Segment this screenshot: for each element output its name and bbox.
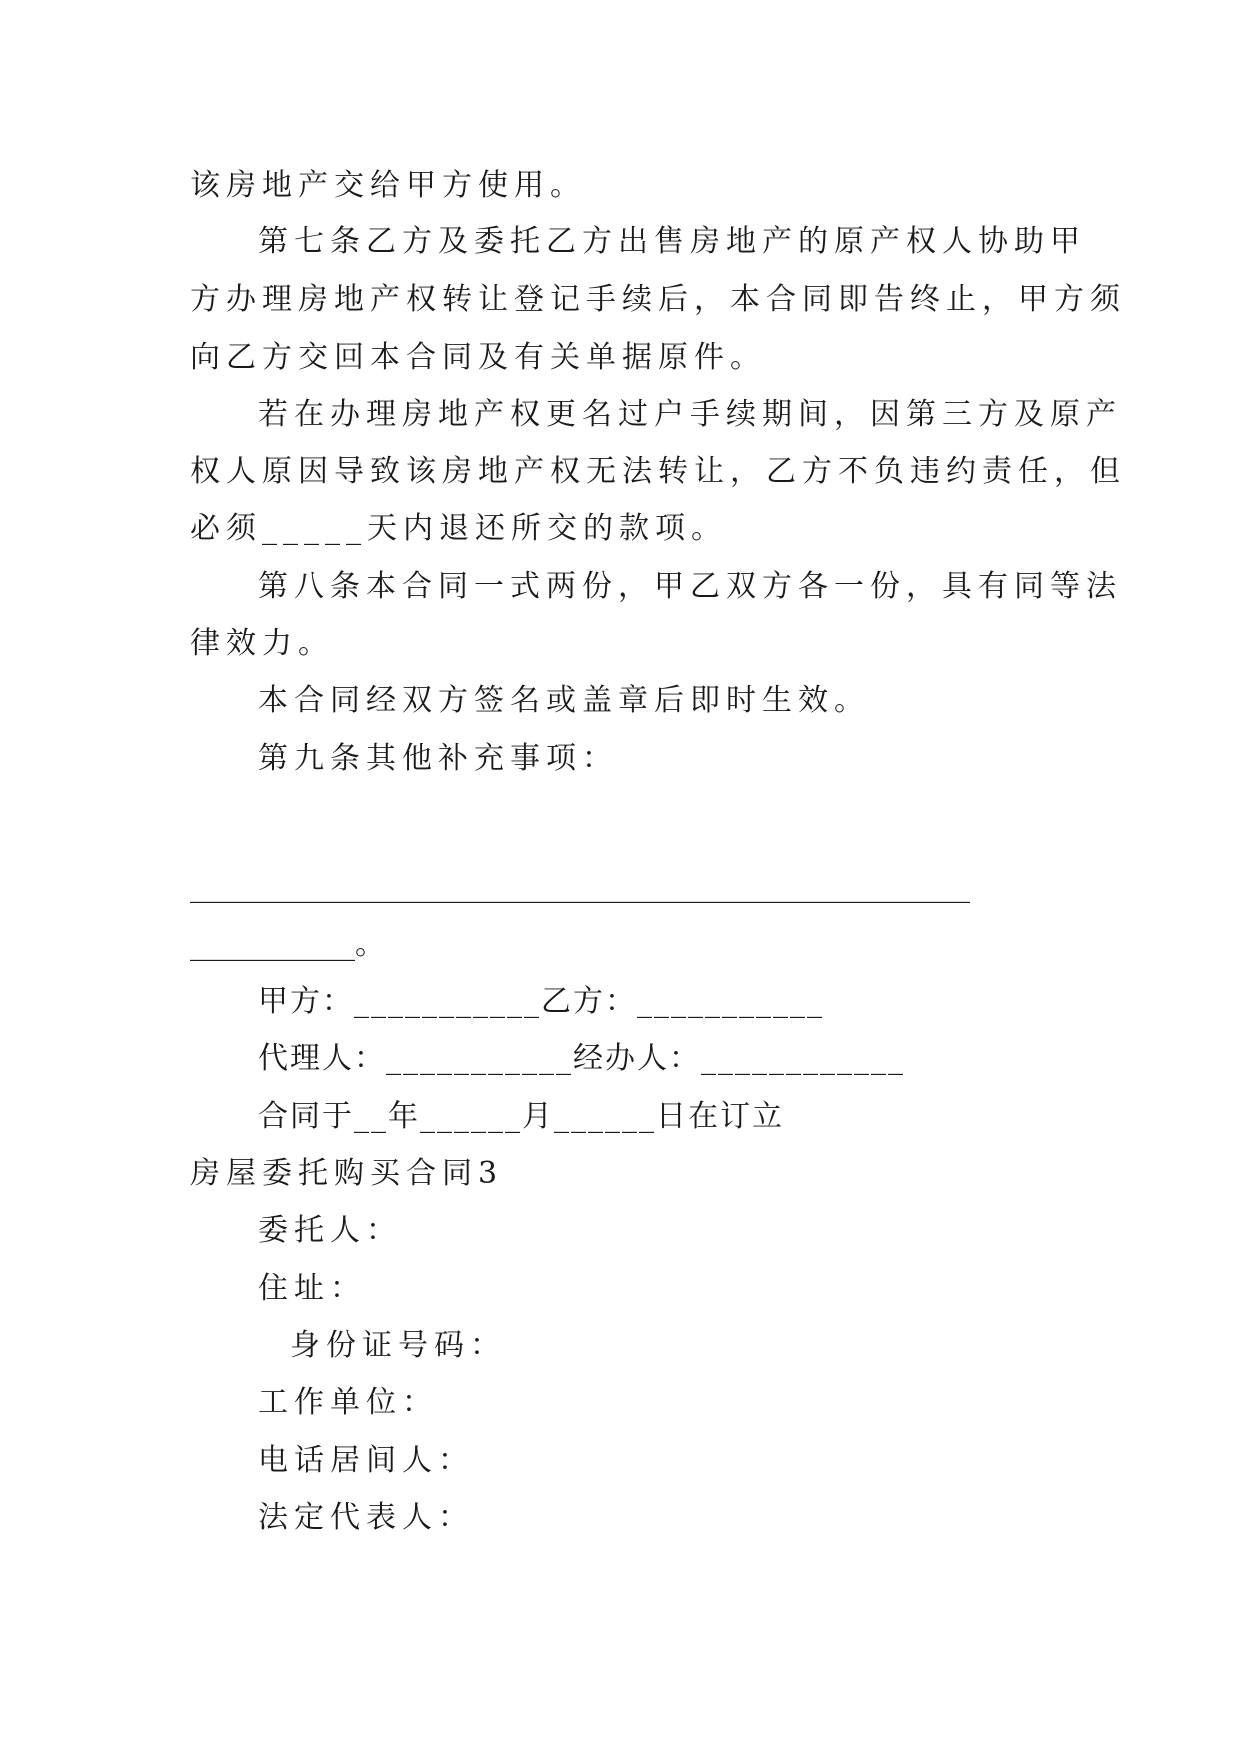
field-label: 电话居间人： (258, 1443, 474, 1478)
field-label: 住址： (258, 1271, 366, 1306)
paragraph-line: 本合同经双方签名或盖章后即时生效。 (258, 683, 870, 718)
paragraph-line: 律效力。 (190, 626, 334, 661)
paragraph-line: 第九条其他补充事项： (258, 741, 618, 776)
paragraph-line: 必须_____天内退还所交的款项。 (190, 511, 727, 546)
paragraph-line: 方办理房地产权转让登记手续后，本合同即告终止，甲方须 (190, 282, 1126, 317)
paragraph-line: 第八条本合同一式两份，甲乙双方各一份，具有同等法 (258, 569, 1122, 604)
paragraph-line: 若在办理房地产权更名过户手续期间，因第三方及原产 (258, 397, 1122, 432)
section-title: 房屋委托购买合同3 (190, 1156, 504, 1191)
paragraph-line: 该房地产交给甲方使用。 (190, 168, 586, 203)
signature-agent-line: 代理人：___________经办人：____________ (258, 1041, 905, 1076)
field-label: 法定代表人： (258, 1500, 474, 1535)
field-label: 委托人： (258, 1213, 402, 1248)
paragraph-line: 第七条乙方及委托乙方出售房地产的原产权人协助甲 (258, 224, 1086, 259)
fill-in-blank-line: ____________________________________________________ (190, 869, 970, 904)
paragraph-line: 向乙方交回本合同及有关单据原件。 (190, 340, 766, 375)
fill-in-blank-line: ___________。 (190, 927, 385, 962)
field-label: 工作单位： (258, 1385, 438, 1420)
signature-party-line: 甲方：___________乙方：___________ (258, 984, 824, 1019)
field-label: 身份证号码： (290, 1328, 506, 1363)
paragraph-line: 权人原因导致该房地产权无法转让，乙方不负违约责任，但 (190, 454, 1126, 489)
contract-date-line: 合同于__年______月______日在订立 (258, 1099, 784, 1134)
